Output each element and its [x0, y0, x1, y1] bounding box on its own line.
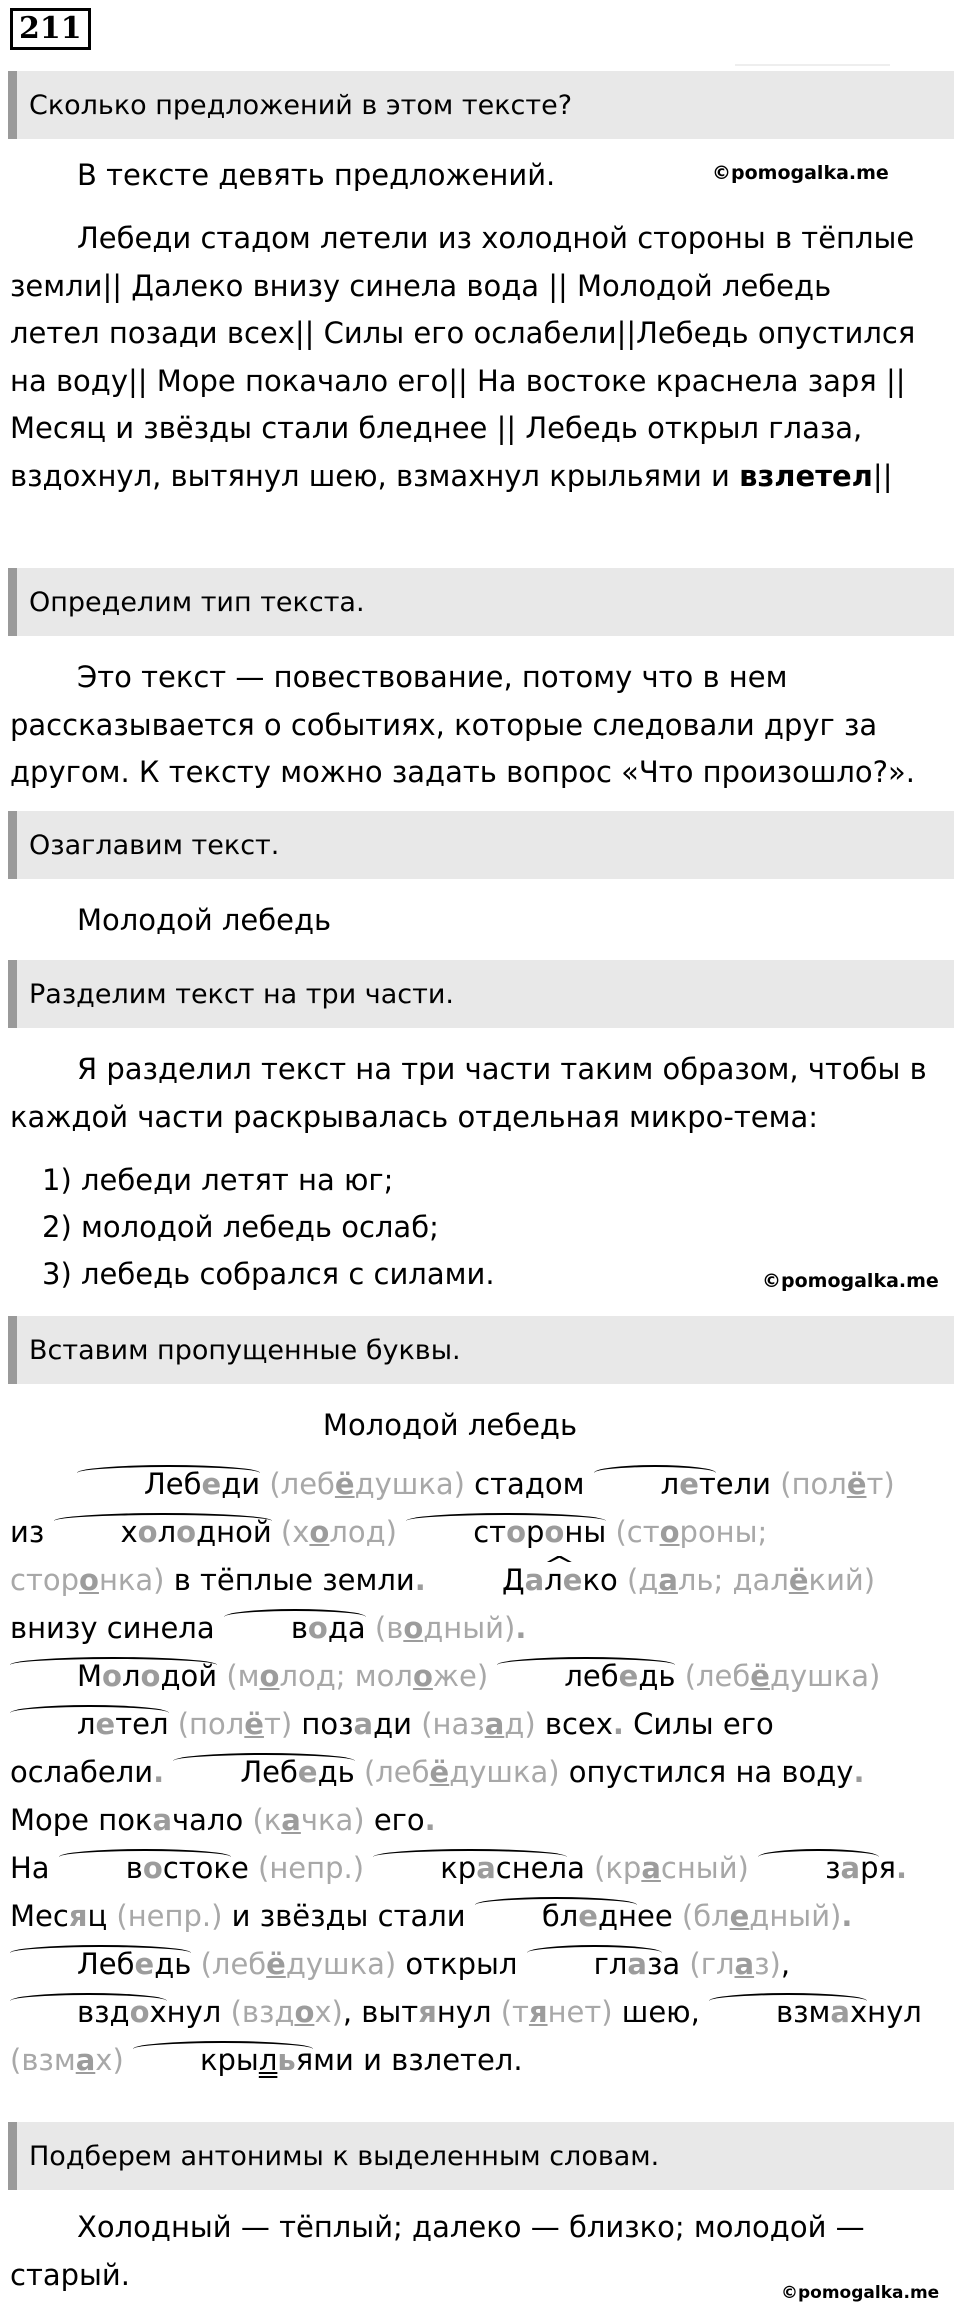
heading-text: Подберем антонимы к выделенным словам.	[29, 2140, 660, 2172]
heading-sentence-count	[8, 71, 954, 139]
list-item: 1) лебеди летят на юг;	[42, 1163, 394, 1197]
story-title: Молодой лебедь	[322, 1408, 578, 1442]
bold-word: взлетел	[739, 458, 873, 493]
heading-text: Вставим пропущенные буквы.	[29, 1334, 461, 1366]
watermark: ©pomogalka.me	[781, 2283, 940, 2303]
heading-text: Разделим текст на три части.	[29, 978, 454, 1010]
heading-missing-letters	[8, 1316, 954, 1384]
marked-text-tail: ||	[872, 458, 893, 493]
heading-antonyms	[8, 2122, 954, 2190]
answer-count: В тексте девять предложений.	[77, 158, 556, 192]
text-type-answer: Это текст — повествование, потому что в нем рассказывается о событиях, которые следовали друг за другом. К тексту можно задать вопрос «Что произошло?».	[10, 660, 915, 789]
parts-intro: Я разделил текст на три части таким образом, чтобы в каждой части раскрывалась отдельная микро-тема:	[10, 1052, 927, 1134]
heading-title	[8, 811, 954, 879]
marked-text-body: Лебеди стадом летели из холодной стороны в тёплые земли|| Далеко внизу синела вода || Молодой лебедь летел позади всех|| Силы его ослабели||Лебедь опустился на воду|| Море покачало его|| На востоке краснела заря || Месяц и звёзды стали бледнее || Лебедь открыл глаза, вздохнул, вытянул шею, взмахнул крыльями и	[10, 221, 916, 493]
watermark: ©pomogalka.me	[762, 1270, 939, 1292]
heading-text: Определим тип текста.	[29, 586, 365, 618]
list-item: 2) молодой лебедь ослаб;	[42, 1210, 439, 1244]
marked-text	[10, 215, 930, 500]
heading-text: Озаглавим текст.	[29, 829, 280, 861]
title-answer: Молодой лебедь	[77, 903, 332, 937]
top-right-line	[735, 64, 890, 66]
heading-parts	[8, 960, 954, 1028]
antonyms-answer: Холодный — тёплый; далеко — близко; молодой — старый.	[10, 2210, 865, 2292]
task-number: 211	[10, 8, 91, 50]
list-item: 3) лебедь собрался с силами.	[42, 1257, 495, 1291]
heading-text-type	[8, 568, 954, 636]
watermark: ©pomogalka.me	[712, 162, 889, 184]
story-with-letters: Лебеди (лебёдушка) стадом летели (полёт) из холодной (холод) стороны (стороны; сторонка) в тёплые земли. ^ Далеко (даль; далёкий) внизу синела вода (водный). Молодой (молод; моложе) лебедь (лебёдушка) летел (полёт) позади (назад) всех. Силы его ослабели. Лебедь (лебёдушка) опустился на воду. Море покачало (качка) его. На востоке (непр.) краснела (красный) заря. Месяц (непр.) и звёзды стали бледнее (бледный). Лебедь (лебёдушка) открыл глаза (глаз), вздохнул (вздох), вытянул (тянет) шею, взмахнул (взмах) крыльями и взлетел.	[10, 1460, 930, 2084]
heading-text: Сколько предложений в этом тексте?	[29, 89, 573, 121]
parts-list	[42, 1157, 495, 1298]
